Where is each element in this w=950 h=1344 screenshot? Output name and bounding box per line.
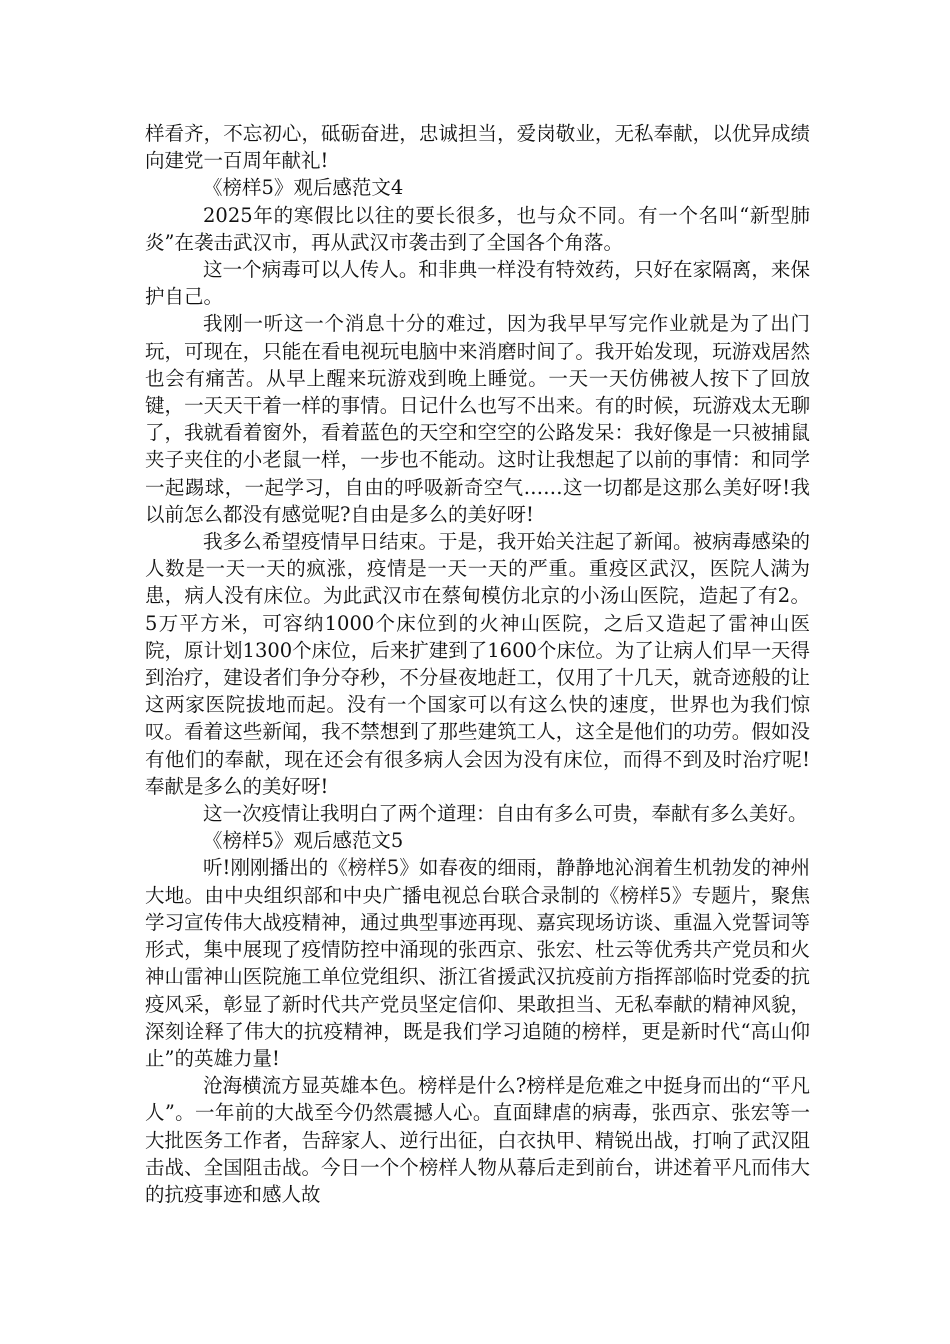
- document-body: [145, 120, 810, 1208]
- paragraph: 沧海横流方显英雄本色。榜样是什么?榜样是危难之中挺身而出的“平凡人”。一年前的大战至今仍然震撼人心。直面肆虐的病毒，张西京、张宏等一大批医务工作者，告辞家人、逆行出征，白衣执甲、精锐出战，打响了武汉阻击战、全国阻击战。今日一个个榜样人物从幕后走到前台，讲述着平凡而伟大的抗疫事迹和感人故: [145, 1074, 810, 1206]
- paragraph-continuation: 样看齐，不忘初心，砥砺奋进，忠诚担当，爱岗敬业，无私奉献，以优异成绩向建党一百周年献礼!: [145, 122, 810, 173]
- section-heading-5: 《榜样5》观后感范文5: [203, 829, 404, 853]
- paragraph: 2025年的寒假比以往的要长很多，也与众不同。有一个名叫“新型肺炎”在袭击武汉市，再从武汉市袭击到了全国各个角落。: [145, 203, 810, 254]
- section-heading-4: 《榜样5》观后感范文4: [203, 176, 404, 200]
- paragraph: 我多么希望疫情早日结束。于是，我开始关注起了新闻。被病毒感染的人数是一天一天的疯涨，疫情是一天一天的严重。重疫区武汉，医院人满为患，病人没有床位。为此武汉市在蔡甸模仿北京的小汤山医院，造起了有2。5万平方米，可容纳1000个床位到的火神山医院，之后又造起了雷神山医院，原计划1300个床位，后来扩建到了1600个床位。为了让病人们早一天得到治疗，建设者们争分夺秒，不分昼夜地赶工，仅用了十几天，就奇迹般的让这两家医院拔地而起。没有一个国家可以有这么快的速度，世界也为我们惊叹。看着这些新闻，我不禁想到了那些建筑工人，这全是他们的功劳。假如没有他们的奉献，现在还会有很多病人会因为没有床位，而得不到及时治疗呢!奉献是多么的美好呀!: [145, 530, 810, 798]
- paragraph: 听!刚刚播出的《榜样5》如春夜的细雨，静静地沁润着生机勃发的神州大地。由中央组织部和中央广播电视总台联合录制的《榜样5》专题片，聚焦学习宣传伟大战疫精神，通过典型事迹再现、嘉宾现场访谈、重温入党誓词等形式，集中展现了疫情防控中涌现的张西京、张宏、杜云等优秀共产党员和火神山雷神山医院施工单位党组织、浙江省援武汉抗疫前方指挥部临时党委的抗疫风采，彰显了新时代共产党员坚定信仰、果敢担当、无私奉献的精神风貌，深刻诠释了伟大的抗疫精神，既是我们学习追随的榜样，更是新时代“高山仰止”的英雄力量!: [145, 856, 810, 1070]
- paragraph: 这一个病毒可以人传人。和非典一样没有特效药，只好在家隔离，来保护自己。: [145, 258, 810, 309]
- paragraph: 我刚一听这一个消息十分的难过，因为我早早写完作业就是为了出门玩，可现在，只能在看电视玩电脑中来消磨时间了。我开始发现，玩游戏居然也会有痛苦。从早上醒来玩游戏到晚上睡觉。一天一天仿佛被人按下了回放键，一天天干着一样的事情。日记什么也写不出来。有的时候，玩游戏太无聊了，我就看着窗外，看着蓝色的天空和空空的公路发呆：我好像是一只被捕鼠夹子夹住的小老鼠一样，一步也不能动。这时让我想起了以前的事情：和同学一起踢球，一起学习，自由的呼吸新奇空气……这一切都是这那么美好呀!我以前怎么都没有感觉呢?自由是多么的美好呀!: [145, 312, 810, 526]
- paragraph: 这一次疫情让我明白了两个道理：自由有多么可贵，奉献有多么美好。: [203, 802, 808, 826]
